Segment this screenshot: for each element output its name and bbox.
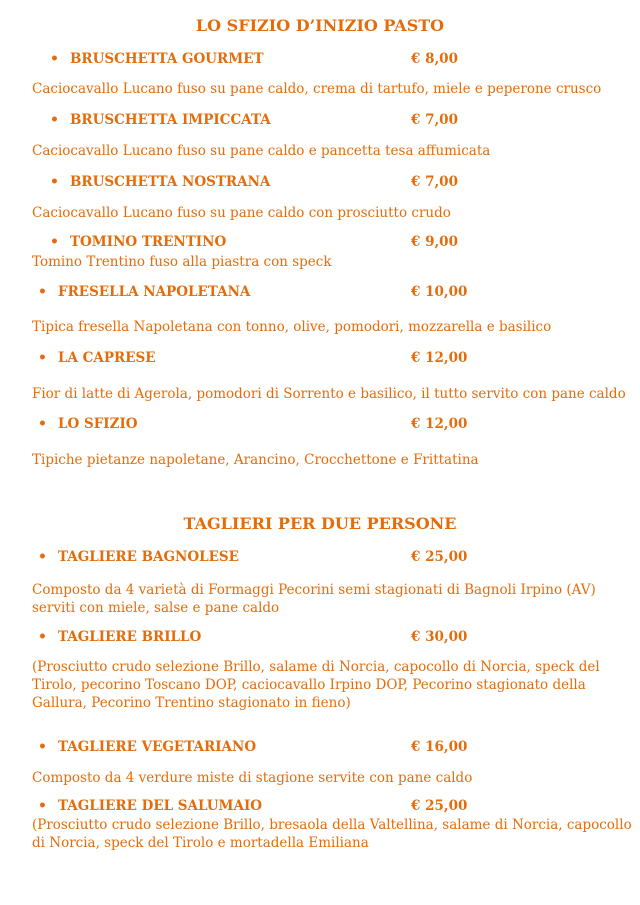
menu-item-price: € 16,00 [411, 739, 468, 755]
menu-item-name: TAGLIERE DEL SALUMAIO [58, 798, 263, 814]
bullet-icon: • [38, 350, 47, 366]
bullet-icon: • [50, 112, 59, 128]
menu-item-name: LO SFIZIO [58, 416, 138, 432]
bullet-icon: • [50, 234, 59, 250]
menu-item-name: TOMINO TRENTINO [70, 234, 227, 250]
menu-item-description: Tipica fresella Napoletana con tonno, olive, pomodori, mozzarella e basilico [32, 319, 552, 335]
bullet-icon: • [38, 629, 47, 645]
menu-item-price: € 8,00 [411, 51, 458, 67]
menu-item-name: FRESELLA NAPOLETANA [58, 284, 251, 300]
menu-item-price: € 7,00 [411, 174, 458, 190]
menu-item-name: BRUSCHETTA NOSTRANA [70, 174, 271, 190]
menu-item-description: Caciocavallo Lucano fuso su pane caldo, crema di tartufo, miele e peperone crusco [32, 81, 602, 97]
menu-item-name: BRUSCHETTA GOURMET [70, 51, 264, 67]
bullet-icon: • [38, 284, 47, 300]
menu-item-name: TAGLIERE BAGNOLESE [58, 549, 239, 565]
menu-item-name: LA CAPRESE [58, 350, 156, 366]
menu-item-price: € 25,00 [411, 549, 468, 565]
menu-item-description: Fior di latte di Agerola, pomodori di Sorrento e basilico, il tutto servito con pane caldo [32, 386, 626, 402]
menu-item-price: € 7,00 [411, 112, 458, 128]
section-title: LO SFIZIO D’INIZIO PASTO [195, 16, 445, 35]
menu-item-price: € 25,00 [411, 798, 468, 814]
menu-item-description: Caciocavallo Lucano fuso su pane caldo con prosciutto crudo [32, 205, 451, 221]
menu-item-description: (Prosciutto crudo selezione Brillo, bresaola della Valtellina, salame di Norcia, capocollo di Norcia, speck del Tirolo e mortadella Emiliana [32, 817, 632, 851]
menu-item-description: (Prosciutto crudo selezione Brillo, salame di Norcia, capocollo di Norcia, speck del Tirolo, pecorino Toscano DOP, caciocavallo Irpino DOP, Pecorino stagionato della Gallura, Pecorino Trentino stagionato in fieno) [32, 659, 600, 711]
bullet-icon: • [38, 549, 47, 565]
menu-item-price: € 12,00 [411, 350, 468, 366]
menu-item-price: € 12,00 [411, 416, 468, 432]
bullet-icon: • [38, 739, 47, 755]
menu-item-description: Tomino Trentino fuso alla piastra con speck [32, 254, 332, 270]
bullet-icon: • [50, 51, 59, 67]
menu-item-price: € 30,00 [411, 629, 468, 645]
menu-item-price: € 10,00 [411, 284, 468, 300]
menu-item-name: TAGLIERE BRILLO [58, 629, 202, 645]
menu-item-name: BRUSCHETTA IMPICCATA [70, 112, 271, 128]
menu-item-description: Composto da 4 verdure miste di stagione servite con pane caldo [32, 770, 473, 786]
menu-item-description: Caciocavallo Lucano fuso su pane caldo e pancetta tesa affumicata [32, 143, 491, 159]
menu-item-price: € 9,00 [411, 234, 458, 250]
bullet-icon: • [38, 416, 47, 432]
bullet-icon: • [50, 174, 59, 190]
section-title: TAGLIERI PER DUE PERSONE [183, 514, 457, 533]
menu-item-description: Composto da 4 varietà di Formaggi Pecorini semi stagionati di Bagnoli Irpino (AV) serviti con miele, salse e pane caldo [32, 582, 596, 616]
menu-item-description: Tipiche pietanze napoletane, Arancino, Crocchettone e Frittatina [32, 452, 479, 468]
menu-item-name: TAGLIERE VEGETARIANO [58, 739, 257, 755]
bullet-icon: • [38, 798, 47, 814]
